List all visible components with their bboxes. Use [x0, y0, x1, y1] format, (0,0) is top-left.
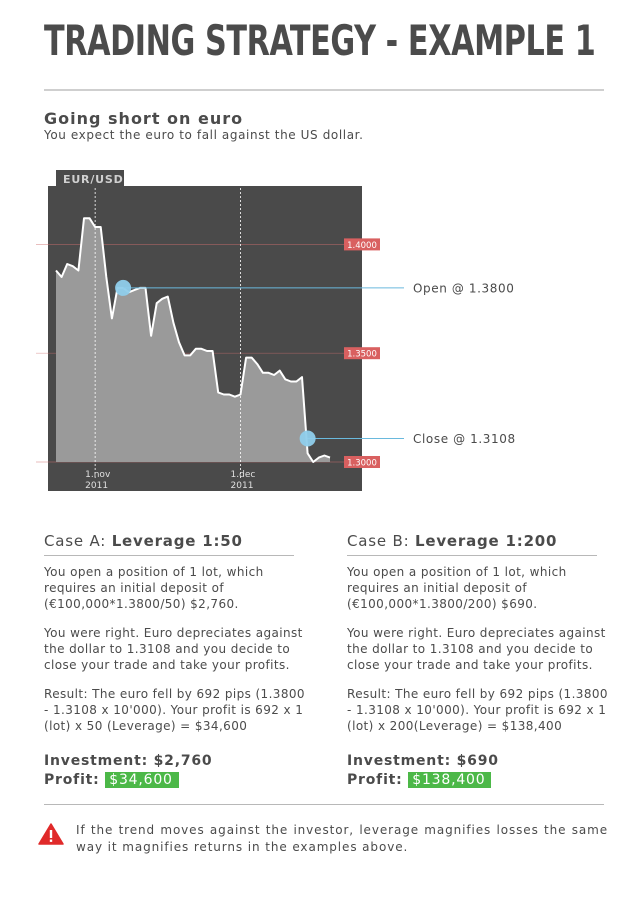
case-b-profit-value: $138,400 — [408, 772, 491, 788]
case-b-summary — [347, 752, 499, 790]
case-b-body — [347, 564, 609, 747]
case-a-profit-label: Profit: — [44, 772, 106, 788]
case-b-paragraph-3: Result: The euro fell by 692 pips (1.3800 - 1.3108 x 10'000). Your profit is 692 x 1 (lot) x 200(Leverage) = $138,400 — [347, 687, 608, 733]
case-b-paragraph-2: You were right. Euro depreciates against the dollar to 1.3108 and you decide to close your trade and take your profits. — [347, 626, 606, 672]
case-a-profit-value: $34,600 — [105, 772, 179, 788]
x-tick-year-2: 2011 — [230, 481, 254, 491]
title-divider — [44, 89, 604, 91]
bottom-divider — [44, 804, 604, 805]
x-tick-label-1: 1.nov — [85, 470, 111, 480]
case-b-title-prefix: Case B: — [347, 532, 415, 550]
case-a-paragraph-3: Result: The euro fell by 692 pips (1.3800 - 1.3108 x 10'000). Your profit is 692 x 1 (lot) x 50 (Leverage) = $34,600 — [44, 687, 305, 733]
page-title: TRADING STRATEGY - EXAMPLE 1 — [44, 16, 596, 65]
case-b-title-leverage: Leverage 1:200 — [415, 532, 558, 550]
intro-text: You expect the euro to fall against the US dollar. — [44, 128, 364, 142]
case-b-divider — [347, 555, 597, 556]
case-b-title — [347, 532, 557, 550]
chart-title: EUR/USD — [63, 173, 124, 186]
y-tick-label-1.4000: 1.4000 — [347, 240, 377, 251]
x-tick-year-1: 2011 — [85, 481, 109, 491]
case-b-investment: Investment: $690 — [347, 753, 499, 769]
y-tick-label-1.3000: 1.3000 — [347, 458, 377, 469]
case-b-profit — [347, 771, 499, 790]
case-a-divider — [44, 555, 294, 556]
section-subtitle: Going short on euro — [44, 109, 244, 128]
eurusd-chart — [0, 160, 638, 500]
y-tick-label-1.3500: 1.3500 — [347, 349, 377, 360]
case-a-title-leverage: Leverage 1:50 — [111, 532, 243, 550]
warning-triangle-icon — [38, 823, 64, 845]
warning-text: If the trend moves against the investor, leverage magnifies losses the same way it magnifies returns in the examples above. — [76, 823, 608, 854]
case-a-investment: Investment: $2,760 — [44, 753, 213, 769]
case-a-summary — [44, 752, 212, 790]
annotation-label-2: Close @ 1.3108 — [413, 431, 516, 446]
case-b-paragraph-1: You open a position of 1 lot, which requires an initial deposit of (€100,000*1.3800/200) $690. — [347, 565, 567, 611]
case-a-title-prefix: Case A: — [44, 532, 112, 550]
annotation-marker-1 — [115, 280, 131, 296]
case-a-profit — [44, 771, 212, 790]
case-a-title — [44, 532, 243, 550]
case-b-profit-label: Profit: — [347, 772, 409, 788]
annotation-marker-2 — [300, 430, 316, 446]
case-a-body — [44, 564, 306, 747]
case-a-paragraph-1: You open a position of 1 lot, which requires an initial deposit of (€100,000*1.3800/50) $2,760. — [44, 565, 264, 611]
case-a-paragraph-2: You were right. Euro depreciates against the dollar to 1.3108 and you decide to close your trade and take your profits. — [44, 626, 303, 672]
annotation-label-1: Open @ 1.3800 — [413, 281, 515, 296]
x-tick-label-2: 1.dec — [230, 470, 256, 480]
